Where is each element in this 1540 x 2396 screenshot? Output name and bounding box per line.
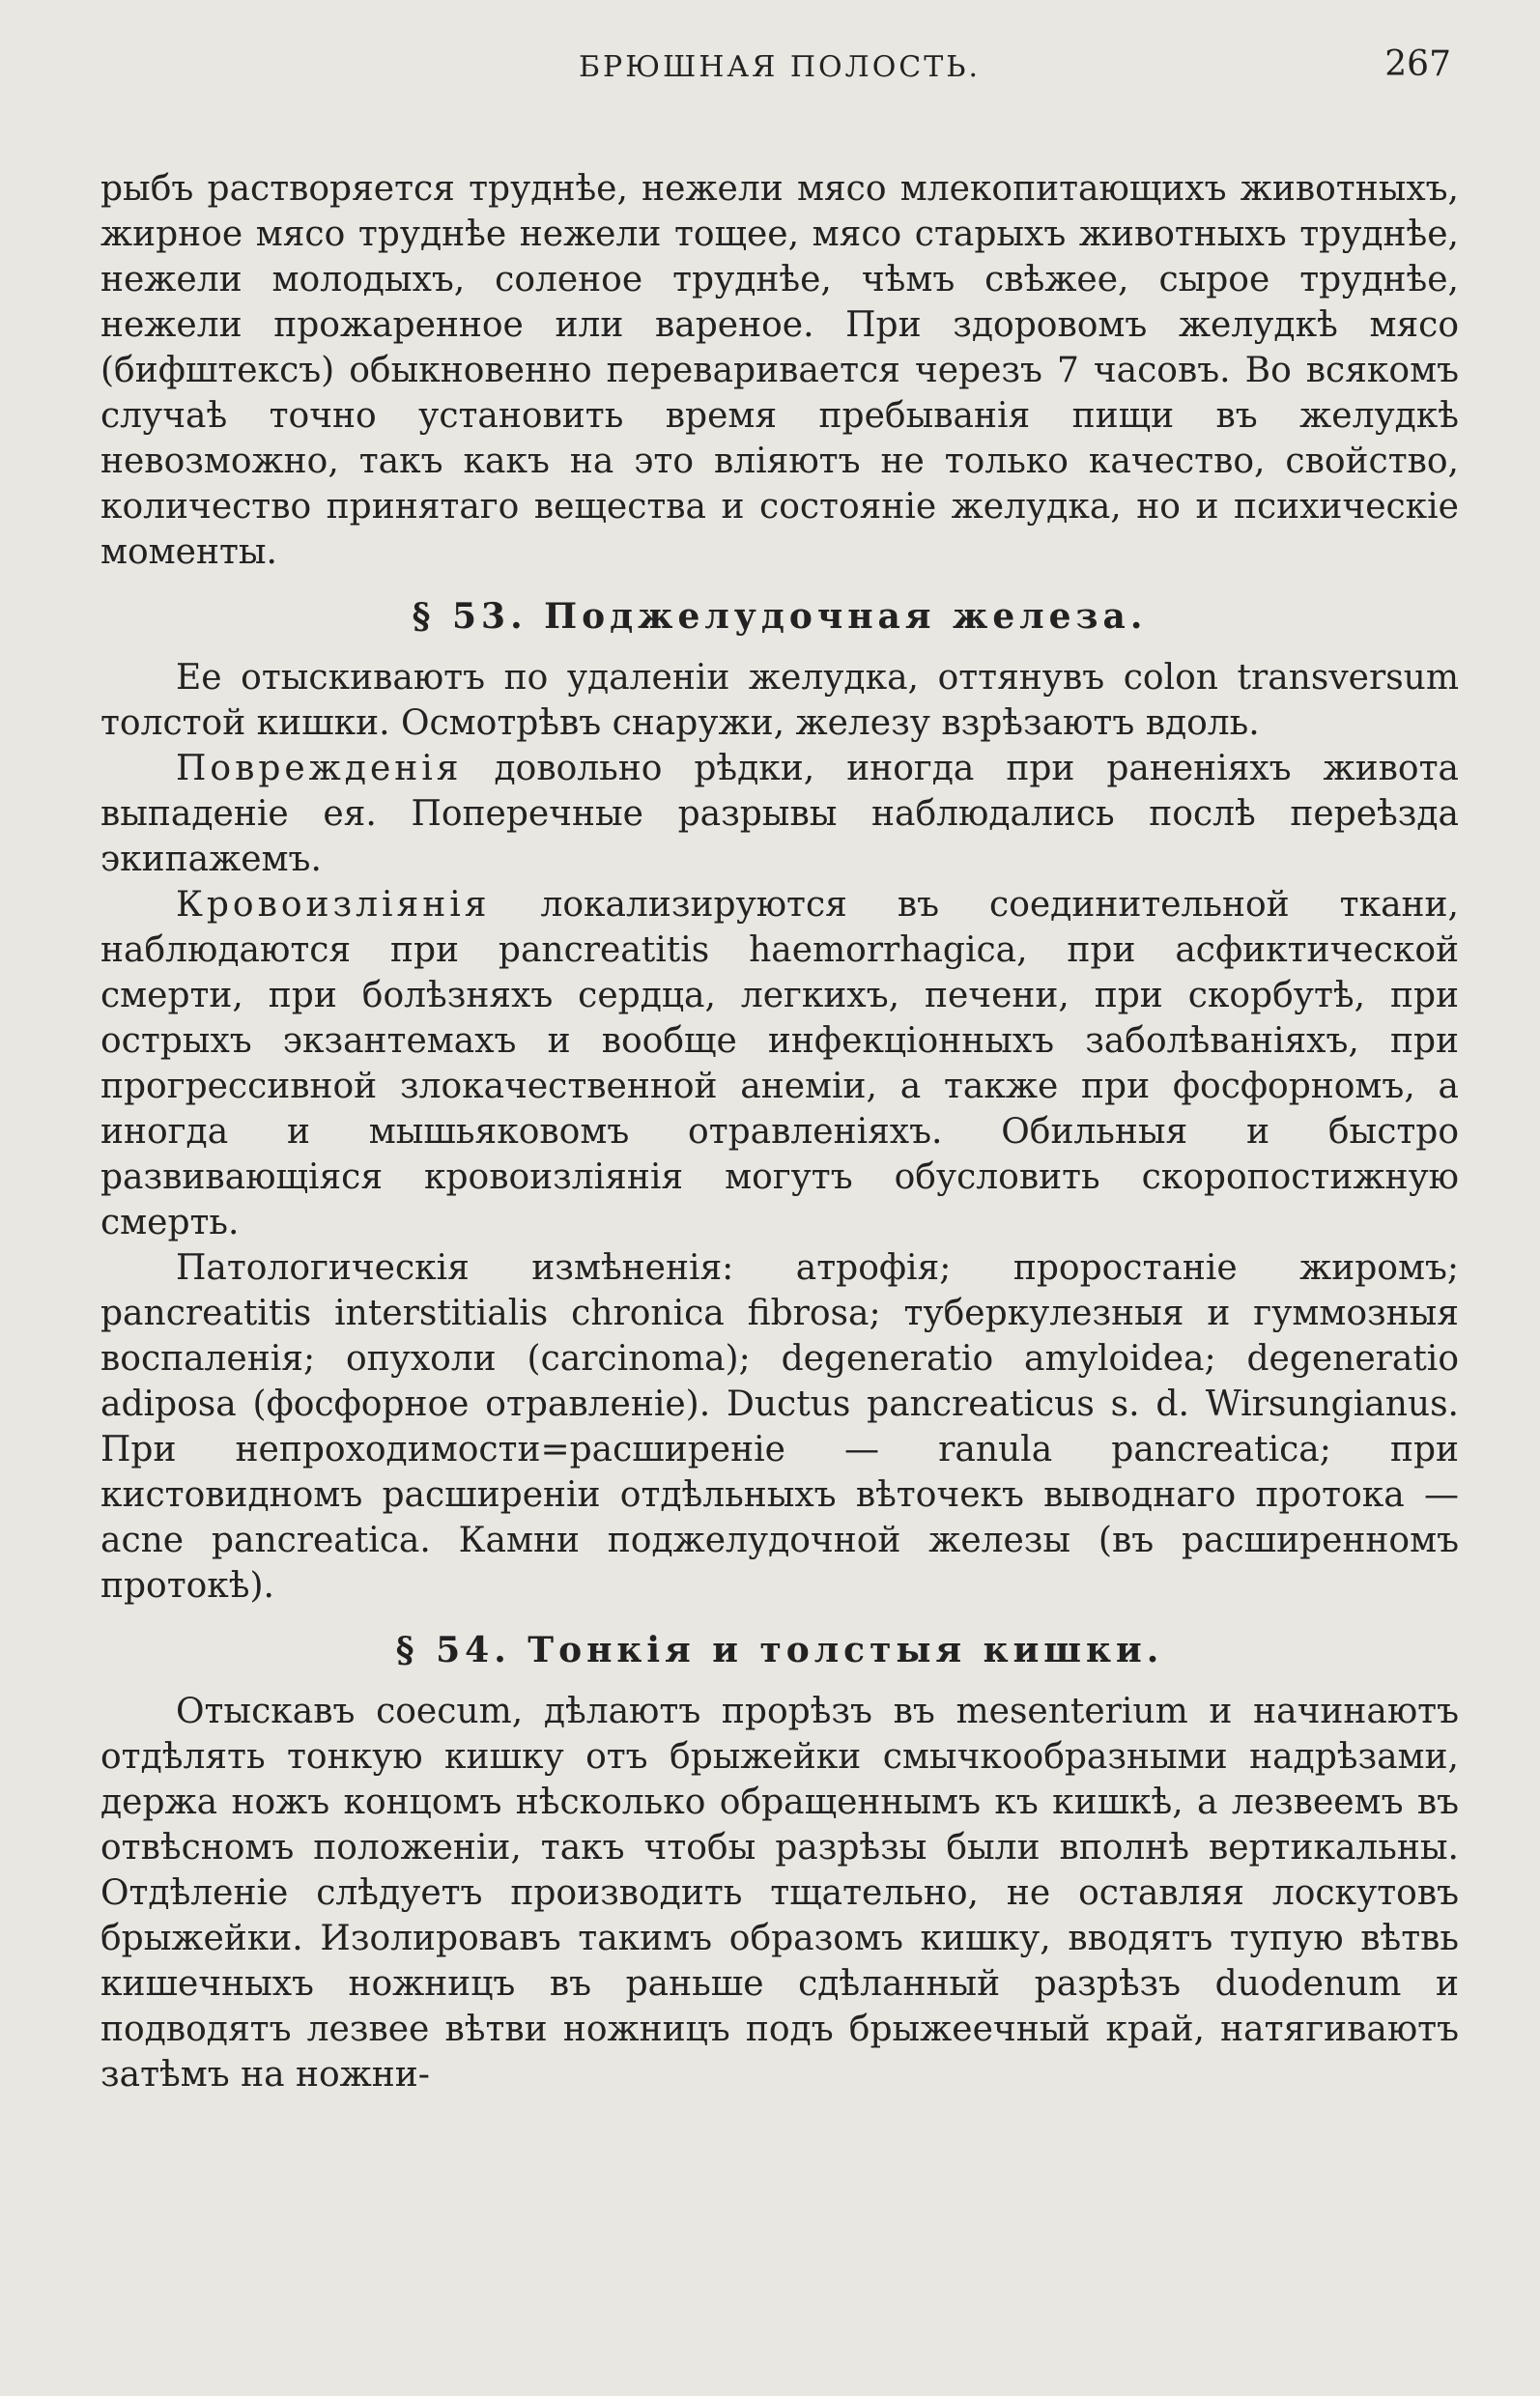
paragraph-lead: Поврежденія: [176, 749, 463, 788]
paragraph-text: Ее отыскиваютъ по удаленіи желудка, оттянувъ colon transversum толстой кишки. Осмотрѣвъ снаружи, железу взрѣзаютъ вдоль.: [100, 658, 1459, 743]
page-number: 267: [1384, 44, 1451, 84]
paragraph-text: Патологическія измѣненія: атрофія; проростаніе жиромъ; pancreatitis interstitialis chronica fibrosa; туберкулезныя и гуммозныя воспаленія; опухоли (carcinoma); degeneratio amyloidea; degeneratio adiposa (фосфорное отравленіе). Ductus pancreaticus s. d. Wirsungianus. При непроходимости=расширеніе — ranula pancreatica; при кистовидномъ расширеніи отдѣльныхъ вѣточекъ выводнаго протока — acne pancreatica. Камни поджелудочной железы (въ расширенномъ протокѣ).: [100, 1248, 1459, 1606]
intro-paragraph: рыбъ растворяется труднѣе, нежели мясо млекопитающихъ животныхъ, жирное мясо труднѣе нежели тощее, мясо старыхъ животныхъ труднѣе, нежели молодыхъ, соленое труднѣе, чѣмъ свѣжее, сырое труднѣе, нежели прожаренное или вареное. При здоровомъ желудкѣ мясо (бифштексъ) обыкновенно переваривается черезъ 7 часовъ. Во всякомъ случаѣ точно установить время пребыванія пищи въ желудкѣ невозможно, такъ какъ на это вліяютъ не только качество, свойство, количество принятаго вещества и состояніе желудка, но и психическіе моменты.: [100, 169, 1459, 572]
section-53-paragraph-2: [100, 746, 1459, 882]
section-53-title: § 53. Поджелудочная железа.: [412, 596, 1148, 637]
paragraph-lead: Кровоизліянія: [176, 885, 491, 925]
paragraph-text: Отыскавъ coecum, дѣлаютъ прорѣзъ въ mesenterium и начинаютъ отдѣлять тонкую кишку отъ брыжейки смычкообразными надрѣзами, держа ножъ концомъ нѣсколько обращеннымъ къ кишкѣ, а лезвеемъ въ отвѣсномъ положеніи, такъ чтобы разрѣзы были вполнѣ вертикальны. Отдѣленіе слѣдуетъ производить тщательно, не оставляя лоскутовъ брыжейки. Изолировавъ такимъ образомъ кишку, вводятъ тупую вѣтвь кишечныхъ ножницъ въ раньше сдѣланный разрѣзъ duodenum и подводятъ лезвее вѣтви ножницъ подъ брыжеечный край, натягиваютъ затѣмъ на ножни-: [100, 1692, 1459, 2095]
running-head: [100, 44, 1459, 95]
section-53-paragraph-1: [100, 655, 1459, 746]
section-54-title: § 54. Тонкія и толстыя кишки.: [395, 1630, 1164, 1670]
section-54-paragraph-1: [100, 1689, 1459, 2097]
paragraph-text: локализируются въ соединительной ткани, наблюдаются при pancreatitis haemorrhagica, при асфиктической смерти, при болѣзняхъ сердца, легкихъ, печени, при скорбутѣ, при острыхъ экзантемахъ и вообще инфекціонныхъ заболѣваніяхъ, при прогрессивной злокачественной анеміи, а также при фосфорномъ, а иногда и мышьяковомъ отравленіяхъ. Обильныя и быстро развивающіяся кровоизліянія могутъ обусловить скоропостижную смерть.: [100, 885, 1459, 1242]
section-53-paragraph-3: [100, 882, 1459, 1245]
section-53-paragraph-4: [100, 1245, 1459, 1609]
running-title: БРЮШНАЯ ПОЛОСТЬ.: [578, 50, 981, 84]
paragraph-text: довольно рѣдки, иногда при раненіяхъ живота выпаденіе ея. Поперечные разрывы наблюдались послѣ переѣзда экипажемъ.: [100, 749, 1459, 879]
